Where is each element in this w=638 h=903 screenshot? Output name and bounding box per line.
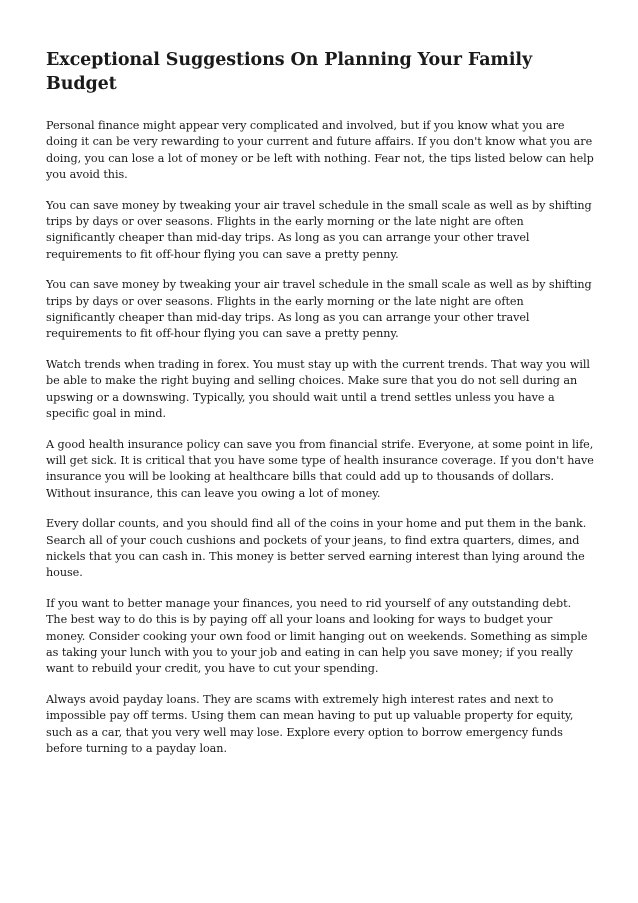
page-title: Exceptional Suggestions On Planning Your Family Budget bbox=[46, 50, 533, 94]
paragraph-coins: Every dollar counts, and you should find all of the coins in your home and put them in the bank. Search all of your couch cushions and pockets of your jeans, to find extra quarters, dimes, and nickels that you can cash in. This money is better served earning interest than lying around the house. bbox=[46, 517, 587, 580]
paragraph-air-travel: You can save money by tweaking your air travel schedule in the small scale as well as by shifting trips by days or over seasons. Flights in the early morning or the late night are often significantly cheaper than mid-day trips. As long as you can arrange your other travel requirements to fit off-hour flying you can save a pretty penny. bbox=[46, 198, 592, 261]
paragraph-forex: Watch trends when trading in forex. You must stay up with the current trends. That way you will be able to make the right buying and selling choices. Make sure that you do not sell during an upswing or a downswing. Typically, you should wait until a trend settles unless you have a specific goal in mind. bbox=[46, 358, 590, 420]
paragraph-debt: If you want to better manage your finances, you need to rid yourself of any outstanding debt. The best way to do this is by paying off all your loans and looking for ways to budget your money. Consider cooking your own food or limit hanging out on weekends. Something as simple as taking your lunch with you to your job and eating in can help you save money; if you really want to rebuild your credit, you have to cut your spending. bbox=[46, 597, 588, 676]
paragraph-payday-loans: Always avoid payday loans. They are scams with extremely high interest rates and next to impossible pay off terms. Using them can mean having to put up valuable property for equity, such as a car, that you very well may lose. Explore every option to borrow emergency funds before turning to a payday loan. bbox=[46, 693, 574, 755]
paragraph-intro: Personal finance might appear very complicated and involved, but if you know what you are doing it can be very rewarding to your current and future affairs. If you don't know what you are doing, you can lose a lot of money or be left with nothing. Fear not, the tips listed below can help you avoid this. bbox=[46, 119, 594, 181]
paragraph-air-travel-repeat: You can save money by tweaking your air travel schedule in the small scale as well as by shifting trips by days or over seasons. Flights in the early morning or the late night are often significantly cheaper than mid-day trips. As long as you can arrange your other travel requirements to fit off-hour flying you can save a pretty penny. bbox=[46, 278, 592, 341]
paragraph-health-insurance: A good health insurance policy can save you from financial strife. Everyone, at some point in life, will get sick. It is critical that you have some type of health insurance coverage. If you don't have insurance you will be looking at healthcare bills that could add up to thousands of dollars. Without insurance, this can leave you owing a lot of money. bbox=[46, 437, 594, 500]
